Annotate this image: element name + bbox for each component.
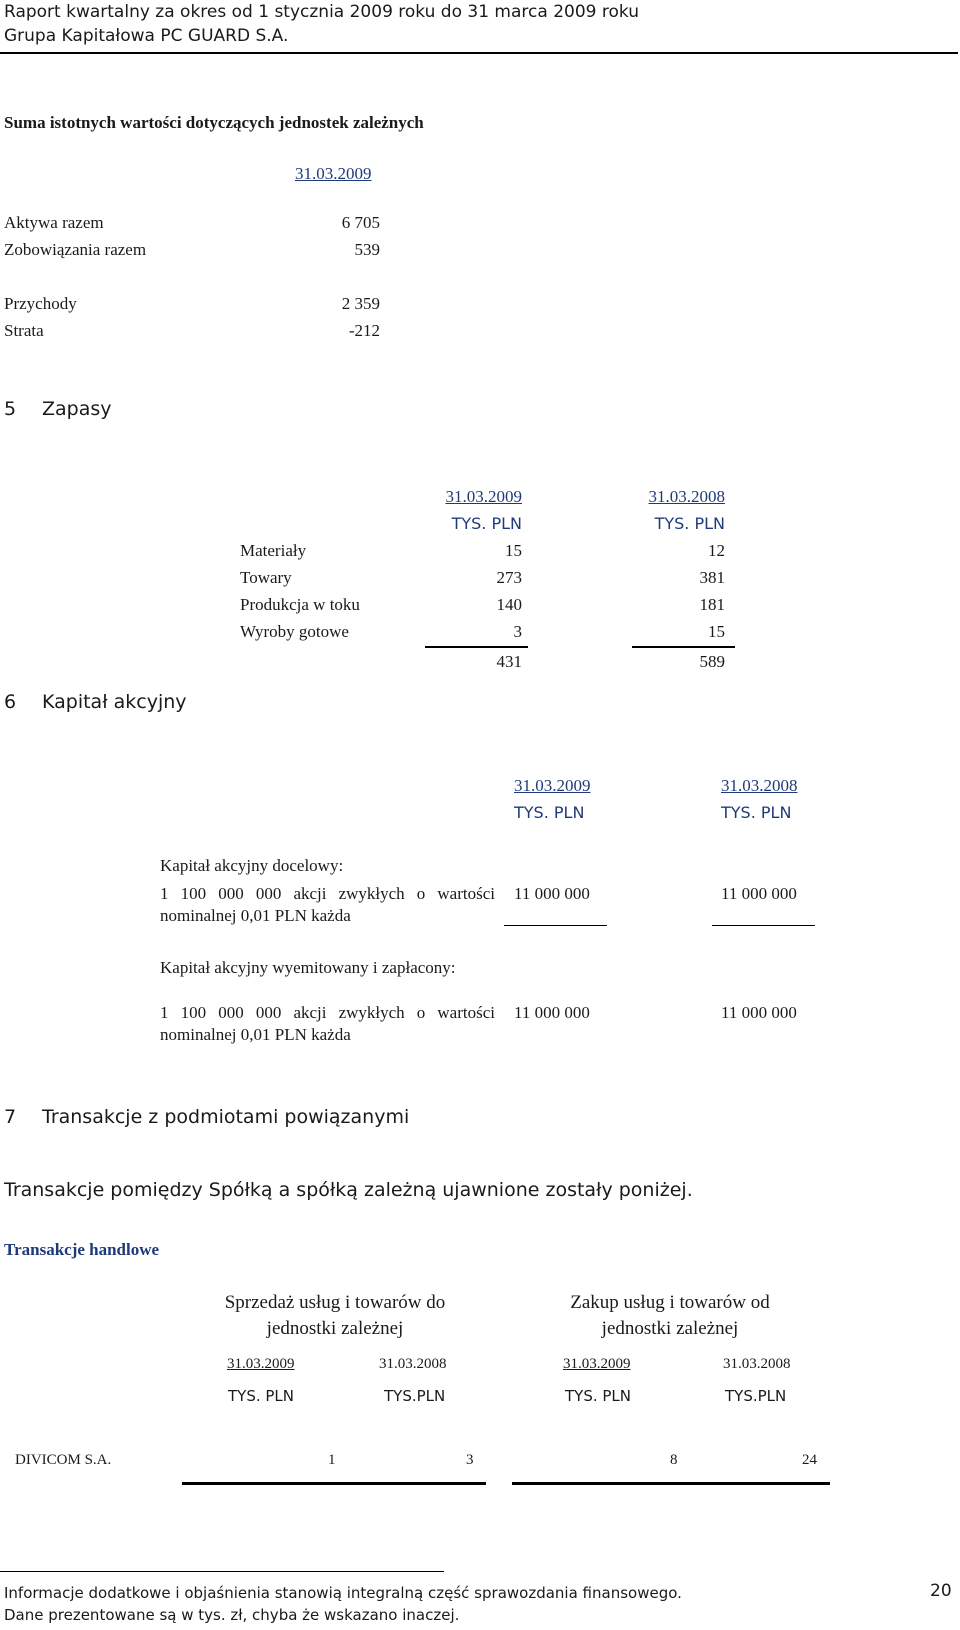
related-unit: TYS. PLN — [565, 1387, 632, 1405]
row-label-loss: Strata — [4, 321, 44, 340]
inventory-col2-unit: TYS. PLN — [654, 514, 725, 533]
issued-capital-label: Kapitał akcyjny wyemitowany i zapłacony: — [160, 958, 456, 977]
target-capital-label: Kapitał akcyjny docelowy: — [160, 856, 344, 875]
target-capital-value-1: 11 000 000 — [514, 884, 590, 903]
related-intro: Transakcje pomiędzy Spółką a spółką zależną ujawnione zostały poniżej. — [4, 1179, 693, 1201]
related-date: 31.03.2008 — [379, 1356, 447, 1372]
purchase-group-line2: jednostki zależnej — [601, 1318, 739, 1339]
footer-note-1: Informacje dodatkowe i objaśnienia stanowią integralną część sprawozdania finansowego. — [4, 1584, 682, 1602]
capital-col2-unit: TYS. PLN — [721, 803, 792, 822]
related-date: 31.03.2009 — [227, 1356, 295, 1372]
issued-capital-desc-line1: 1 100 000 000 akcji zwykłych o wartości — [160, 1003, 495, 1022]
target-capital-value-2: 11 000 000 — [721, 884, 797, 903]
inventory-total-rule-1 — [425, 646, 528, 648]
row-label-liabilities: Zobowiązania razem — [4, 240, 147, 259]
purchase-group-line1: Zakup usług i towarów od — [570, 1292, 770, 1313]
issued-capital-value-1: 11 000 000 — [514, 1003, 590, 1022]
related-unit: TYS.PLN — [384, 1387, 446, 1405]
inventory-row-label: Materiały — [240, 541, 307, 560]
footer-rule — [0, 1571, 444, 1572]
inventory-col1-date: 31.03.2009 — [445, 487, 522, 506]
related-row-value: 3 — [466, 1452, 474, 1468]
target-capital-rule-2 — [712, 925, 815, 926]
related-unit: TYS. PLN — [228, 1387, 295, 1405]
inventory-row-v1: 273 — [496, 568, 522, 587]
row-value-assets: 6 705 — [341, 213, 380, 232]
issued-capital-value-2: 11 000 000 — [721, 1003, 797, 1022]
inventory-row-v1: 3 — [513, 622, 522, 641]
target-capital-rule-1 — [504, 925, 607, 926]
company-name: Grupa Kapitałowa PC GUARD S.A. — [4, 26, 289, 46]
related-subtitle: Transakcje handlowe — [4, 1240, 160, 1259]
row-value-revenue: 2 359 — [341, 294, 380, 313]
inventory-total-rule-2 — [632, 646, 735, 648]
related-row-value: 1 — [328, 1452, 336, 1468]
inventory-col2-date: 31.03.2008 — [648, 487, 725, 506]
section-6-number: 6 — [4, 691, 17, 713]
sales-group-line1: Sprzedaż usług i towarów do — [224, 1292, 446, 1313]
inventory-total-2: 589 — [699, 652, 725, 671]
page-number: 20 — [930, 1581, 952, 1601]
capital-col2-date: 31.03.2008 — [721, 776, 798, 795]
subsidiaries-date: 31.03.2009 — [295, 164, 372, 183]
inventory-row-label: Produkcja w toku — [240, 595, 360, 614]
section-7-title: Transakcje z podmiotami powiązanymi — [42, 1106, 410, 1128]
sales-total-rule — [182, 1482, 486, 1485]
sales-group-line2: jednostki zależnej — [266, 1318, 404, 1339]
purchase-total-rule — [512, 1482, 830, 1485]
header-rule — [0, 52, 958, 54]
related-row-value: 24 — [802, 1452, 817, 1468]
subsidiaries-title: Suma istotnych wartości dotyczących jednostek zależnych — [4, 113, 424, 132]
related-date: 31.03.2009 — [563, 1356, 631, 1372]
report-title: Raport kwartalny za okres od 1 stycznia 2009 roku do 31 marca 2009 roku — [4, 2, 639, 22]
row-label-assets: Aktywa razem — [4, 213, 104, 232]
inventory-row-label: Towary — [240, 568, 292, 587]
inventory-col1-unit: TYS. PLN — [451, 514, 522, 533]
target-capital-desc-line2: nominalnej 0,01 PLN każda — [160, 906, 351, 925]
row-label-revenue: Przychody — [4, 294, 77, 313]
inventory-row-v2: 15 — [708, 622, 725, 641]
target-capital-desc-line1: 1 100 000 000 akcji zwykłych o wartości — [160, 884, 495, 903]
inventory-row-v2: 12 — [708, 541, 725, 560]
section-5-title: Zapasy — [42, 398, 112, 420]
inventory-total-1: 431 — [496, 652, 522, 671]
section-7-number: 7 — [4, 1106, 17, 1128]
inventory-row-v1: 140 — [496, 595, 522, 614]
inventory-row-v1: 15 — [505, 541, 522, 560]
related-row-value: 8 — [670, 1452, 678, 1468]
row-value-loss: -212 — [348, 321, 380, 340]
footer-note-2: Dane prezentowane są w tys. zł, chyba że wskazano inaczej. — [4, 1606, 460, 1624]
issued-capital-desc-line2: nominalnej 0,01 PLN każda — [160, 1025, 351, 1044]
inventory-row-v2: 381 — [699, 568, 725, 587]
related-unit: TYS.PLN — [725, 1387, 787, 1405]
inventory-row-label: Wyroby gotowe — [240, 622, 349, 641]
related-date: 31.03.2008 — [723, 1356, 791, 1372]
inventory-row-v2: 181 — [699, 595, 725, 614]
section-6-title: Kapitał akcyjny — [42, 691, 187, 713]
row-value-liabilities: 539 — [354, 240, 380, 259]
section-5-number: 5 — [4, 398, 17, 420]
capital-col1-unit: TYS. PLN — [514, 803, 585, 822]
related-row-name: DIVICOM S.A. — [15, 1452, 112, 1468]
capital-col1-date: 31.03.2009 — [514, 776, 591, 795]
